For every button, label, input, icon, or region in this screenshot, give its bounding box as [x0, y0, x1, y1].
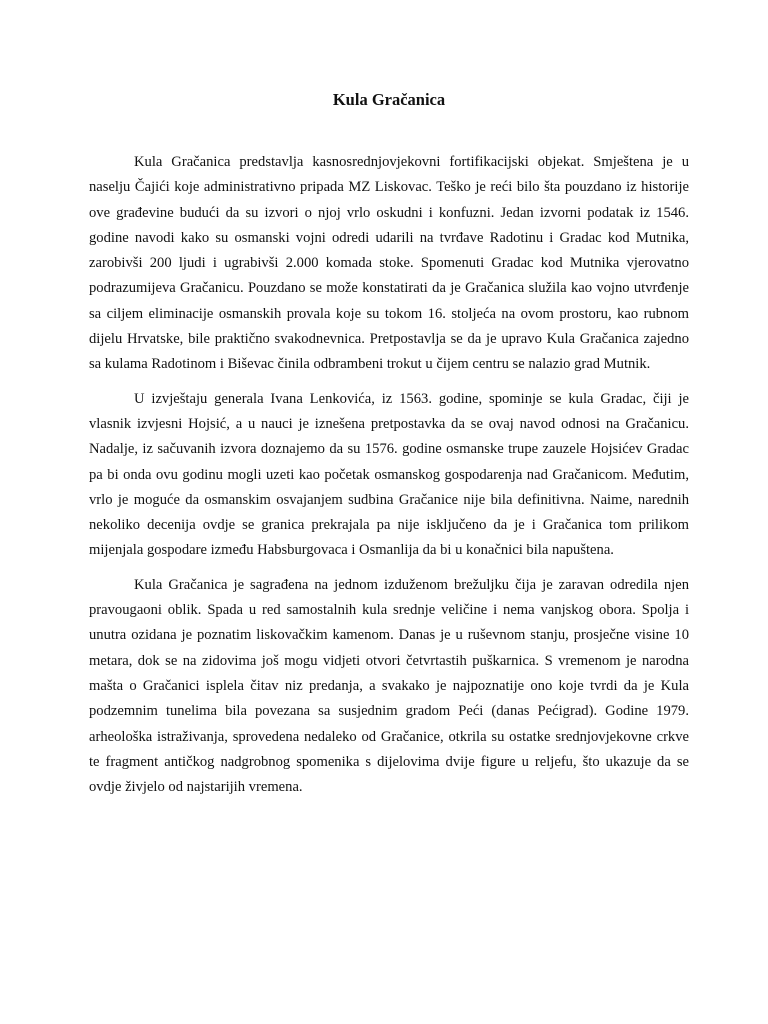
paragraph-architecture: Kula Gračanica je sagrađena na jednom izduženom brežuljku čija je zaravan odredila njen pravougaoni oblik. Spada u red samostalnih kula srednje veličine i nema vanjskog obora. Spolja i unutra ozidana je poznatim liskovačkim kamenom. Danas je u ruševnom stanju, prosječne visine 10 metara, dok se na zidovima još mogu vidjeti otvori četvrtastih puškarnica. S vremenom je narodna mašta o Gračanici isplela čitav niz predanja, a svakako je najpoznatije ono koje tvrdi da je Kula podzemnim tunelima bila povezana sa susjednim gradom Peći (danas Pećigrad). Godine 1979. arheološka istraživanja, sprovedena nedaleko od Gračanice, otkrila su ostatke srednjovjekovne crkve te fragment antičkog nadgrobnog spomenika s dijelovima dvije figure u reljefu, što ukazuje da se ovdje živjelo od najstarijih vremena. [89, 576, 689, 796]
paragraph-history: Kula Gračanica predstavlja kasnosrednjovjekovni fortifikacijski objekat. Smještena je u naselju Čajići koje administrativno pripada MZ Liskovac. Teško je reći bilo šta pouzdano iz historije ove građevine budući da su izvori o njoj vrlo oskudni i konfuzni. Jedan izvorni podatak iz 1546. godine navodi kako su osmanski vojni odredi udarili na tvrđave Radotinu i Gradac kod Mutnika, zarobivši 200 ljudi i ugrabivši 2.000 komada stoke. Spomenuti Gradac kod Mutnika vjerovatno podrazumijeva Gračanicu. Pouzdano se može konstatirati da je Gračanica služila kao vojno utvrđenje sa ciljem eliminacije osmanskih provala koje su tokom 16. stoljeća na ovom prostoru, kao rubnom dijelu Hrvatske, bile praktično svakodnevnica. Pretpostavlja se da je upravo Kula Gračanica zajedno sa kulama Radotinom i Biševac činila odbrambeni trokut u čijem centru se nalazio grad Mutnik. [89, 154, 689, 373]
paragraph-ownership: U izvještaju generala Ivana Lenkovića, iz 1563. godine, spominje se kula Gradac, čiji je vlasnik izvjesni Hojsić, a u nauci je iznešena pretpostavka da se ovaj navod odnosi na Gračanicu. Nadalje, iz sačuvanih izvora doznajemo da su 1576. godine osmanske trupe zauzele Hojsićev Gradac pa bi onda ovu godinu mogli uzeti kao početak osmanskog gospodarenja nad Gračanicom. Međutim, vrlo je moguće da osmanskim osvajanjem sudbina Gračanice nije bila definitivna. Naime, narednih nekoliko decenija ovdje se granica prekrajala pa nije isključeno da je i Gračanica tom prilikom mijenjala gospodare između Habsburgovaca i Osmanlija da bi u konačnici bila napuštena. [89, 390, 689, 559]
document-page [89, 88, 689, 809]
document-title: Kula Gračanica [332, 90, 446, 109]
